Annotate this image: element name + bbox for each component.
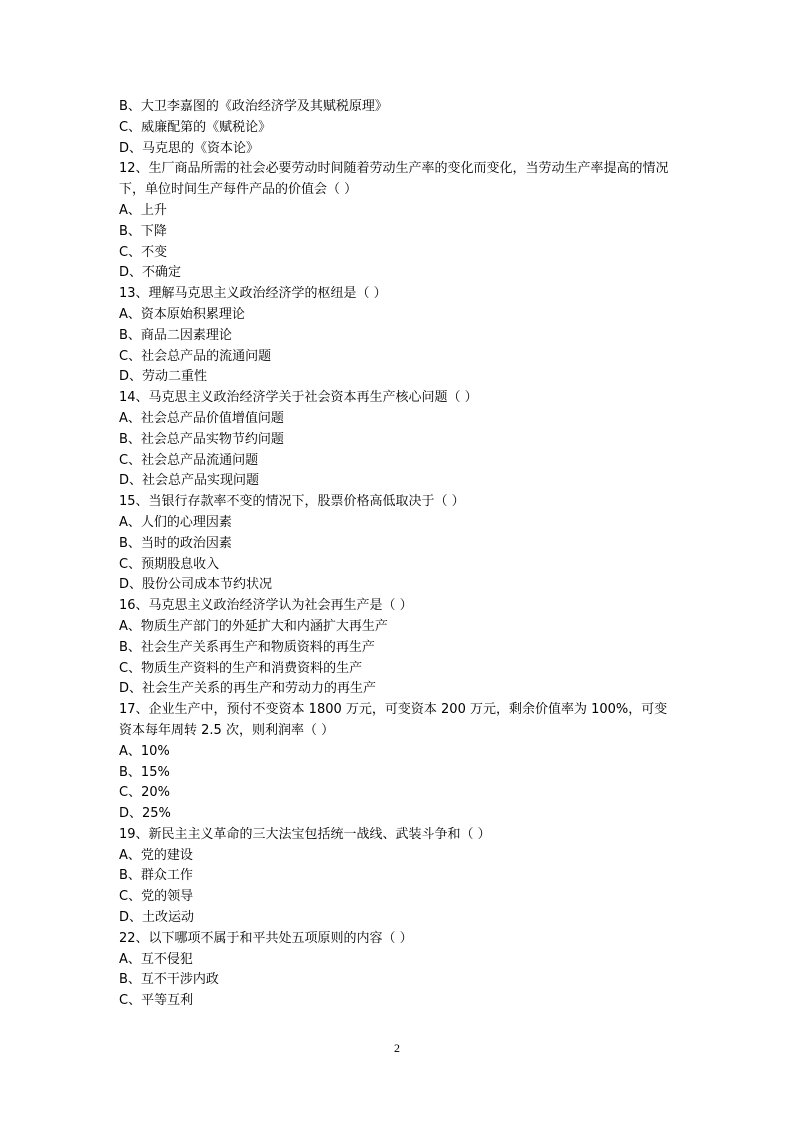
question-12: 12、生厂商品所需的社会必要劳动时间随着劳动生产率的变化而变化，当劳动生产率提高的情况下，单位时间生产每件产品的价值会（ ） [119,161,669,198]
option-line: C、20% [119,785,170,801]
option-line: B、15% [119,764,170,780]
option-line: B、下降 [119,223,167,239]
option-line: A、党的建设 [119,847,193,863]
option-line: B、群众工作 [119,868,193,884]
question-22: 22、以下哪项不属于和平共处五项原则的内容（ ） [119,930,413,946]
option-line: D、劳动二重性 [119,369,208,385]
question-19: 19、新民主主义革命的三大法宝包括统一战线、武装斗争和（ ） [119,826,491,842]
page-number: 2 [394,1041,400,1055]
option-line: D、股份公司成本节约状况 [119,577,273,593]
question-13: 13、理解马克思主义政治经济学的枢纽是（ ） [119,286,387,302]
option-line: C、社会总产品流通问题 [119,452,259,468]
option-line: B、大卫李嘉图的《政治经济学及其赋税原理》 [119,99,388,114]
option-line: C、党的领导 [119,889,194,905]
option-line: B、当时的政治因素 [119,535,232,551]
option-line: A、物质生产部门的外延扩大和内涵扩大再生产 [119,618,388,634]
option-line: C、平等互利 [119,993,194,1009]
option-line: A、互不侵犯 [119,951,193,967]
option-line: D、马克思的《资本论》 [119,140,260,156]
option-line: C、物质生产资料的生产和消费资料的生产 [119,660,363,676]
option-line: C、社会总产品的流通问题 [119,348,272,364]
option-line: C、威廉配第的《赋税论》 [119,119,272,135]
option-line: A、上升 [119,202,167,218]
option-line: C、预期股息收入 [119,556,220,572]
question-16: 16、马克思主义政治经济学认为社会再生产是（ ） [119,598,413,614]
option-line: C、不变 [119,244,168,260]
question-14: 14、马克思主义政治经济学关于社会资本再生产核心问题（ ） [119,390,478,406]
option-line: D、社会生产关系的再生产和劳动力的再生产 [119,681,377,697]
option-line: A、社会总产品价值增值问题 [119,410,284,426]
option-line: D、25% [119,806,171,822]
option-line: A、人们的心理因素 [119,514,232,530]
option-line: B、商品二因素理论 [119,327,232,343]
question-17: 17、企业生产中，预付不变资本 1800 万元，可变资本 200 万元，剩余价值率为 100%，可变资本每年周转 2.5 次，则利润率（ ） [119,702,668,738]
option-line: B、社会总产品实物节约问题 [119,431,284,447]
question-15: 15、当银行存款率不变的情况下，股票价格高低取决于（ ） [119,494,465,510]
option-line: A、10% [119,743,170,759]
option-line: A、资本原始积累理论 [119,306,245,322]
document-body [119,97,679,1012]
option-line: D、社会总产品实现问题 [119,473,260,489]
option-line: B、社会生产关系再生产和物质资料的再生产 [119,639,375,655]
option-line: D、不确定 [119,265,182,281]
option-line: D、土改运动 [119,910,195,926]
option-line: B、互不干涉内政 [119,972,219,988]
